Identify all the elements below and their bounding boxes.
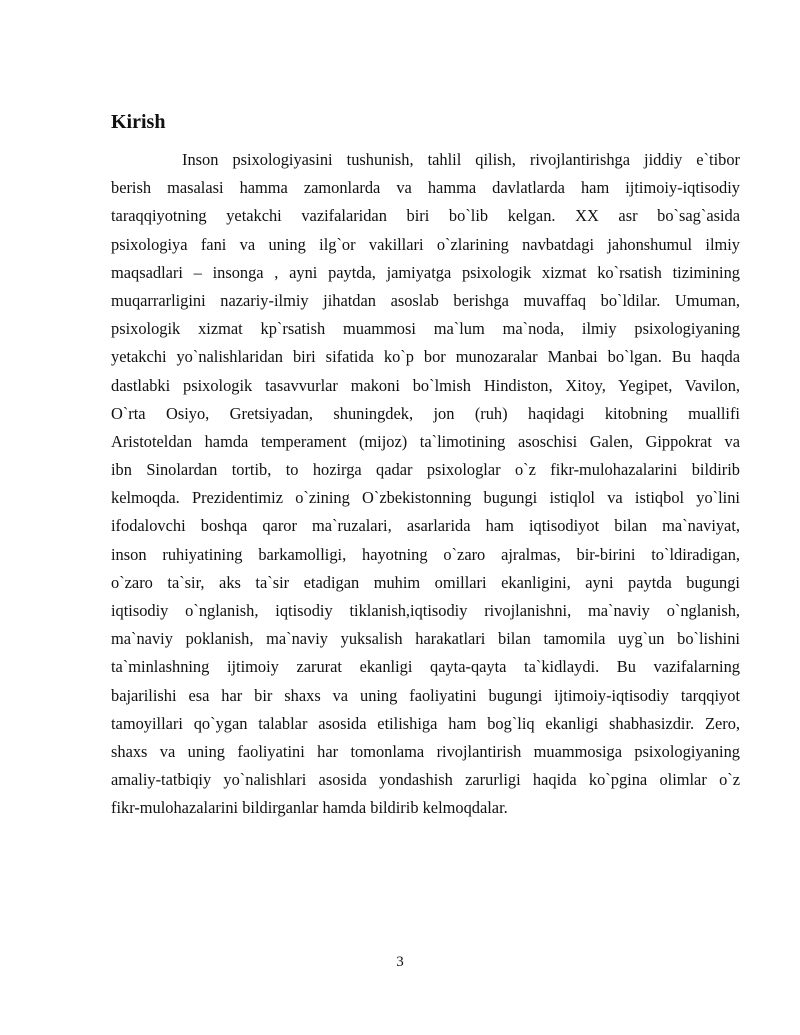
paragraph-line: o`zaro ta`sir, aks ta`sir etadigan muhim omillari ekanligini, ayni paytda bugungi xyxy=(111,572,740,592)
page-number: 3 xyxy=(396,954,404,970)
paragraph-line: kelmoqda. Prezidentimiz o`zining O`zbekistonning bugungi istiqlol va istiqbol yo`lini xyxy=(111,488,740,508)
paragraph-line: Aristoteldan hamda temperament (mijoz) ta`limotining asoschisi Galen, Gippokrat va xyxy=(111,431,740,451)
section-heading: Kirish xyxy=(111,111,166,133)
paragraph-line: maqsadlari – insonga , ayni paytda, jamiyatga psixologik xizmat ko`rsatish tizimining xyxy=(111,262,740,282)
paragraph-line: ifodalovchi boshqa qaror ma`ruzalari, asarlarida ham iqtisodiyot bilan ma`naviyat, xyxy=(111,516,740,536)
paragraph-line: inson ruhiyatining barkamolligi, hayotning o`zaro ajralmas, bir-birini to`ldiradigan, xyxy=(111,544,740,564)
paragraph-line: ibn Sinolardan tortib, to hozirga qadar psixologlar o`z fikr-mulohazalarini bildirib xyxy=(111,460,740,480)
paragraph-line: psixologiya fani va uning ilg`or vakillari o`zlarining navbatdagi jahonshumul ilmiy xyxy=(111,234,740,254)
paragraph-line: fikr-mulohazalarini bildirganlar hamda bildirib kelmoqdalar. xyxy=(111,798,508,818)
paragraph-line: shaxs va uning faoliyatini har tomonlama rivojlantirish muammosiga psixologiyaning xyxy=(111,741,740,761)
paragraph-line: amaliy-tatbiqiy yo`nalishlari asosida yondashish zarurligi haqida ko`pgina olimlar o`z xyxy=(111,770,740,790)
paragraph-line: dastlabki psixologik tasavvurlar makoni bo`lmish Hindiston, Xitoy, Yegipet, Vavilon, xyxy=(111,375,740,395)
paragraph-line: psixologik xizmat kp`rsatish muammosi ma`lum ma`noda, ilmiy psixologiyaning xyxy=(111,319,740,339)
paragraph-line: iqtisodiy o`nglanish, iqtisodiy tiklanish,iqtisodiy rivojlanishni, ma`naviy o`nglanish, xyxy=(111,601,740,620)
paragraph-line: Inson psixologiyasini tushunish, tahlil qilish, rivojlantirishga jiddiy e`tibor xyxy=(182,150,740,169)
paragraph-line: berish masalasi hamma zamonlarda va hamma davlatlarda ham ijtimoiy-iqtisodiy xyxy=(111,178,740,198)
paragraph-line: ta`minlashning ijtimoiy zarurat ekanligi qayta-qayta ta`kidlaydi. Bu vazifalarning xyxy=(111,657,740,677)
paragraph-line: yetakchi yo`nalishlaridan biri sifatida ko`p bor munozaralar Manbai bo`lgan. Bu haqda xyxy=(111,347,740,367)
paragraph-line: muqarrarligini nazariy-ilmiy jihatdan asoslab berishga muvaffaq bo`ldilar. Umuman, xyxy=(111,290,740,310)
paragraph-line: tamoyillari qo`ygan talablar asosida etilishiga ham bog`liq ekanligi shabhasizdir. Zero, xyxy=(111,713,740,733)
paragraph-line: O`rta Osiyo, Gretsiyadan, shuningdek, jon (ruh) haqidagi kitobning muallifi xyxy=(111,403,740,423)
paragraph-line: ma`naviy poklanish, ma`naviy yuksalish harakatlari bilan tamomila uyg`un bo`lishini xyxy=(111,629,740,649)
paragraph-line: bajarilishi esa har bir shaxs va uning faoliyatini bugungi ijtimoiy-iqtisodiy tarqqiyot xyxy=(111,685,740,705)
body-paragraph xyxy=(111,146,740,823)
paragraph-line: taraqqiyotning yetakchi vazifalaridan biri bo`lib kelgan. XX asr bo`sag`asida xyxy=(111,206,740,226)
